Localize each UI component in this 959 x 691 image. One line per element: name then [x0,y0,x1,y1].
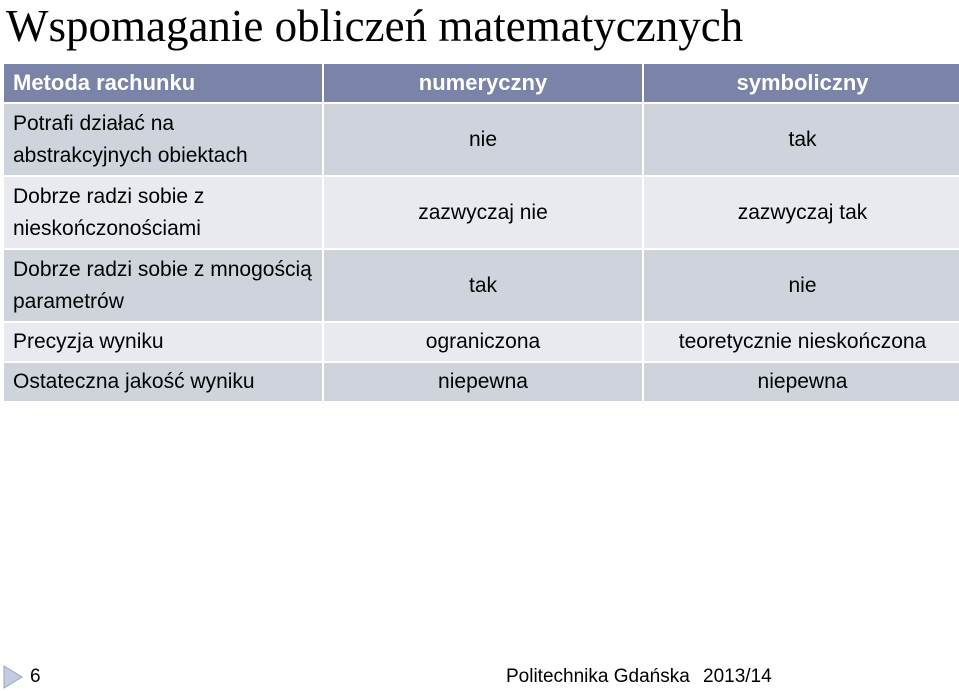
slide-number: 6 [30,666,41,687]
row-value-symbolic: nie [644,250,959,321]
header-cell-symbolic: symboliczny [644,64,959,102]
row-value-symbolic: tak [644,104,959,175]
comparison-table [2,62,959,403]
table-row [4,323,959,361]
table-row [4,250,959,321]
row-value-symbolic: teoretycznie nieskończona [644,323,959,361]
table-header-row [4,64,959,102]
row-value-symbolic: zazwyczaj tak [644,177,959,248]
footer-year: 2013/14 [703,666,772,687]
row-value-numeric: tak [324,250,642,321]
row-label: Ostateczna jakość wyniku [4,363,322,401]
triangle-arrow-icon [3,665,23,689]
table-row [4,104,959,175]
row-value-numeric: nie [324,104,642,175]
footer-institution: Politechnika Gdańska [506,666,690,687]
row-label: Potrafi działać na abstrakcyjnych obiektach [4,104,322,175]
table-row [4,177,959,248]
header-cell-numeric: numeryczny [324,64,642,102]
row-label: Dobrze radzi sobie z mnogością parametrów [4,250,322,321]
row-value-numeric: ograniczona [324,323,642,361]
slide-title: Wspomaganie obliczeń matematycznych [6,1,744,51]
slide-footer [0,662,959,691]
row-value-numeric: zazwyczaj nie [324,177,642,248]
row-value-symbolic: niepewna [644,363,959,401]
row-label: Dobrze radzi sobie z nieskończonościami [4,177,322,248]
row-label: Precyzja wyniku [4,323,322,361]
row-value-numeric: niepewna [324,363,642,401]
table-row [4,363,959,401]
header-cell-method: Metoda rachunku [4,64,322,102]
